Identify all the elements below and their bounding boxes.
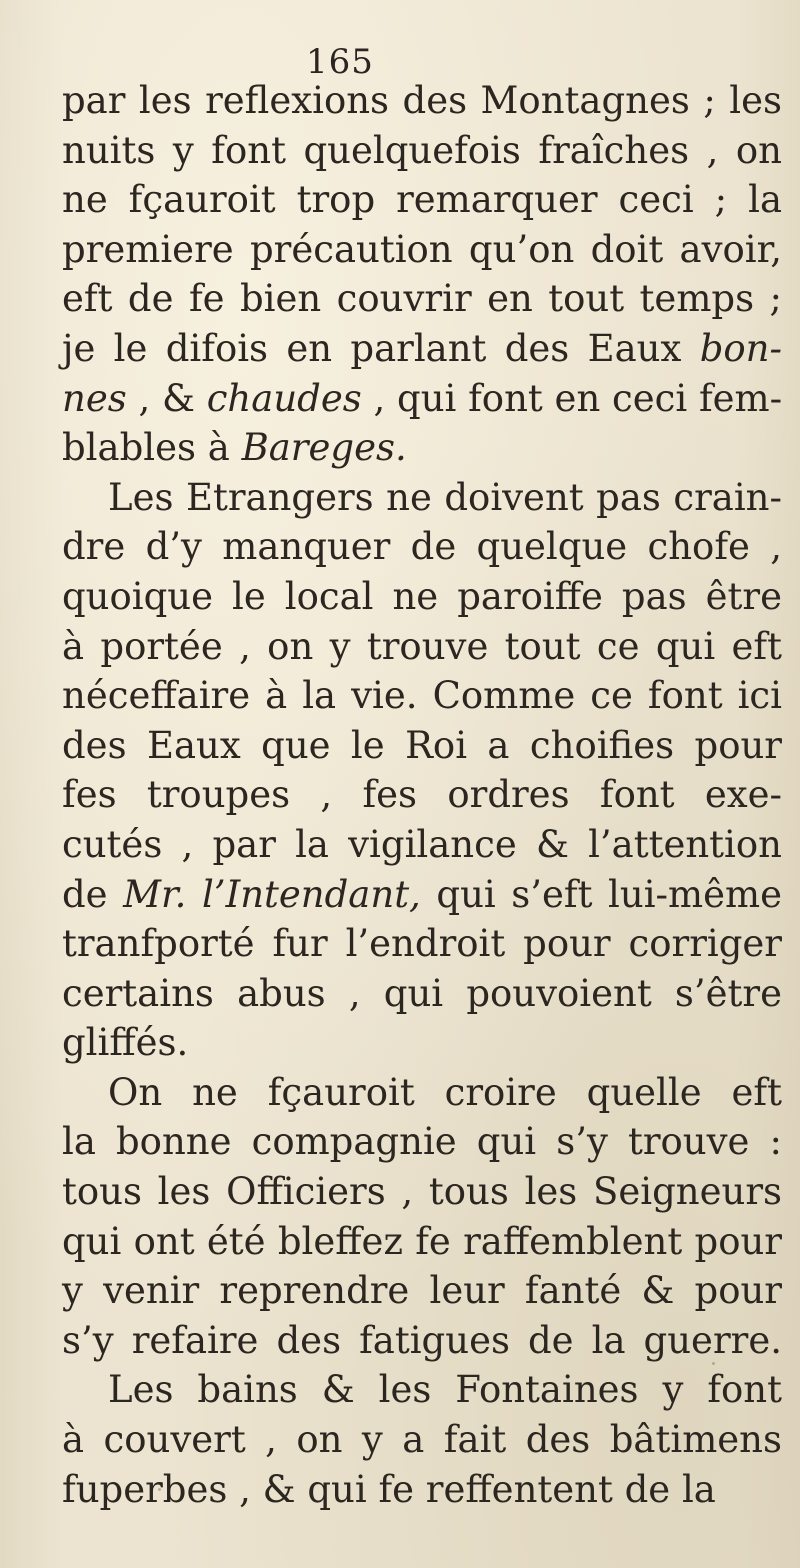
paper-speck: [158, 1488, 161, 1491]
text-line: On ne fçauroit croire quelle eft: [108, 1070, 782, 1114]
body-text: [62, 76, 782, 1514]
text-line: quoique le local ne paroiffe pas être: [62, 574, 782, 618]
paper-speck: [712, 1362, 715, 1365]
text-line: fes troupes , fes ordres font exe-: [62, 773, 782, 817]
text-line: Les Etrangers ne doivent pas crain-: [108, 475, 782, 519]
text-line: à portée , on y trouve tout ce qui eft: [62, 624, 782, 668]
text-line: cutés , par la vigilance & l’attention: [62, 822, 782, 866]
text-line: premiere précaution qu’on doit avoir,: [62, 227, 782, 271]
text-line: à couvert , on y a fait des bâtimens: [62, 1418, 782, 1462]
text-line: blables à Bareges.: [62, 426, 407, 470]
text-line: eft de fe bien couvrir en tout temps ;: [62, 277, 782, 321]
text-line: Les bains & les Fontaines y font: [108, 1368, 782, 1412]
text-line: nuits y font quelquefois fraîches , on: [62, 128, 782, 172]
text-line: fuperbes , & qui fe reffentent de la: [62, 1467, 716, 1511]
text-line: ne fçauroit trop remarquer ceci ; la: [62, 178, 782, 222]
text-line: tous les Officiers , tous les Seigneurs: [62, 1170, 782, 1214]
text-line: dre d’y manquer de quelque chofe ,: [62, 525, 782, 569]
text-line: par les reflexions des Montagnes ; les: [62, 79, 782, 122]
text-line: tranfporté fur l’endroit pour corriger: [62, 922, 782, 966]
text-line: gliffés.: [62, 1021, 189, 1065]
page-number: 165: [306, 42, 374, 82]
text-line: néceffaire à la vie. Comme ce font ici: [62, 674, 782, 718]
text-line: des Eaux que le Roi a choifies pour: [62, 723, 782, 767]
text-line: nes , & chaudes , qui font en ceci fem-: [62, 376, 783, 420]
text-line: s’y refaire des fatigues de la guerre.: [62, 1318, 782, 1362]
text-line: y venir reprendre leur fanté & pour: [62, 1269, 782, 1313]
paper-speck: [732, 604, 735, 607]
text-line: de Mr. l’Intendant, qui s’eft lui-même: [62, 872, 783, 916]
text-line: je le difois en parlant des Eaux bon-: [62, 326, 782, 370]
text-line: qui ont été bleffez fe raffemblent pour: [62, 1219, 782, 1263]
text-line: certains abus , qui pouvoient s’être: [62, 971, 782, 1015]
text-line: la bonne compagnie qui s’y trouve :: [62, 1120, 782, 1164]
